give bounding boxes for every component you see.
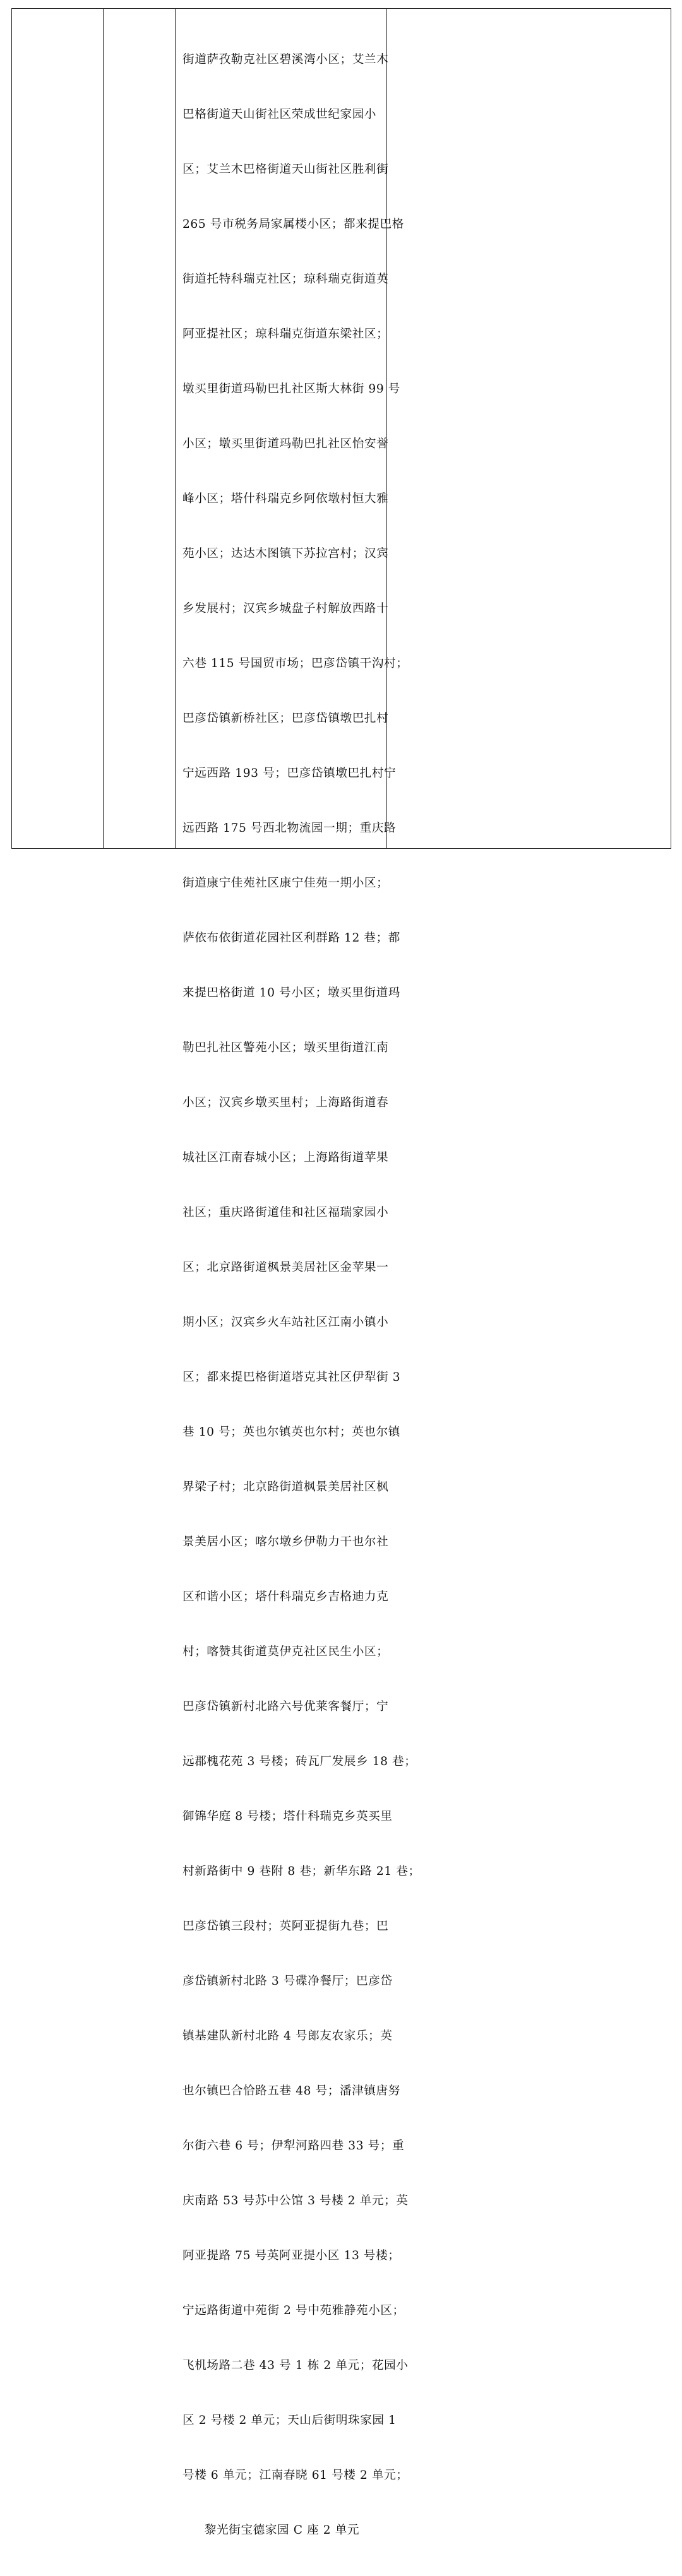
address-line: 巴彦岱镇新桥社区；巴彦岱镇墩巴扎村 <box>182 712 389 725</box>
address-line: 巷 10 号；英也尔镇英也尔村；英也尔镇 <box>182 1426 400 1439</box>
address-line: 区 2 号楼 2 单元；天山后街明珠家园 1 <box>182 2414 397 2427</box>
address-line: 期小区；汉宾乡火车站社区江南小镇小 <box>182 1316 389 1329</box>
address-line: 勒巴扎社区警苑小区；墩买里街道江南 <box>182 1041 389 1055</box>
address-line: 巴彦岱镇三段村；英阿亚提街九巷；巴 <box>182 1920 389 1933</box>
table-cell-address-list <box>176 9 421 2537</box>
address-line: 彦岱镇新村北路 3 号碟净餐厅；巴彦岱 <box>182 1975 393 1988</box>
address-line-last: 黎光街宝德家园 C 座 2 单元 <box>204 2524 360 2537</box>
address-line: 区和谐小区；塔什科瑞克乡吉格迪力克 <box>182 1590 389 1604</box>
address-line: 区；北京路街道枫景美居社区金苹果一 <box>182 1261 389 1274</box>
address-line: 宁远路街道中苑街 2 号中苑雅静苑小区； <box>182 2304 405 2317</box>
address-line: 小区；汉宾乡墩买里村；上海路街道春 <box>182 1096 389 1109</box>
table-cell-column-2 <box>104 9 176 848</box>
address-line: 界梁子村；北京路街道枫景美居社区枫 <box>182 1480 389 1494</box>
address-line: 265 号市税务局家属楼小区；都来提巴格 <box>182 218 404 231</box>
address-line: 宁远西路 193 号；巴彦岱镇墩巴扎村宁 <box>182 767 397 780</box>
table-cell-column-4 <box>387 9 671 848</box>
address-line: 街道康宁佳苑社区康宁佳苑一期小区； <box>182 877 389 890</box>
address-line: 庆南路 53 号苏中公馆 3 号楼 2 单元；英 <box>182 2194 409 2207</box>
address-line: 来提巴格街道 10 号小区；墩买里街道玛 <box>182 986 400 1000</box>
address-line: 苑小区；达达木图镇下苏拉宫村；汉宾 <box>182 547 389 560</box>
address-line: 景美居小区；喀尔墩乡伊勒力干也尔社 <box>182 1535 389 1549</box>
address-line: 巴格街道天山街社区荣成世纪家园小 <box>182 108 377 121</box>
address-line: 乡发展村；汉宾乡城盘子村解放西路十 <box>182 602 389 615</box>
address-line: 萨依布依街道花园社区利群路 12 巷；都 <box>182 931 400 945</box>
address-line: 区；都来提巴格街道塔克其社区伊犁街 3 <box>182 1371 401 1384</box>
address-line: 尔街六巷 6 号；伊犁河路四巷 33 号；重 <box>182 2139 405 2153</box>
address-line: 阿亚提路 75 号英阿亚提小区 13 号楼； <box>182 2249 400 2262</box>
address-line: 六巷 115 号国贸市场；巴彦岱镇干沟村； <box>182 657 409 670</box>
address-line: 也尔镇巴合恰路五巷 48 号；潘津镇唐努 <box>182 2084 400 2098</box>
address-table <box>11 8 671 2537</box>
table-cell-column-1 <box>12 9 104 848</box>
address-list-text <box>176 9 421 2576</box>
address-line: 墩买里街道玛勒巴扎社区斯大林街 99 号 <box>182 382 400 396</box>
address-line: 镇基建队新村北路 4 号郎友农家乐；英 <box>182 2029 393 2043</box>
address-line: 飞机场路二巷 43 号 1 栋 2 单元；花园小 <box>182 2359 409 2372</box>
address-line: 村；喀赞其街道莫伊克社区民生小区； <box>182 1645 389 1658</box>
address-line: 村新路街中 9 巷附 8 巷；新华东路 21 巷； <box>182 1865 421 1878</box>
address-line: 御锦华庭 8 号楼；塔什科瑞克乡英买里 <box>182 1810 393 1823</box>
address-line: 号楼 6 单元；江南春晓 61 号楼 2 单元； <box>182 2469 409 2482</box>
address-line: 区；艾兰木巴格街道天山街社区胜利街 <box>182 163 389 176</box>
address-line: 阿亚提社区；琼科瑞克街道东梁社区； <box>182 328 389 341</box>
address-line: 街道托特科瑞克社区；琼科瑞克街道英 <box>182 273 389 286</box>
address-line: 峰小区；塔什科瑞克乡阿依墩村恒大雅 <box>182 492 389 505</box>
address-line: 远郡槐花苑 3 号楼；砖瓦厂发展乡 18 巷； <box>182 1755 417 1768</box>
address-line: 社区；重庆路街道佳和社区福瑞家园小 <box>182 1206 389 1219</box>
address-line: 街道萨孜勒克社区碧溪湾小区；艾兰木 <box>182 53 389 66</box>
address-line: 城社区江南春城小区；上海路街道苹果 <box>182 1151 389 1164</box>
address-line: 巴彦岱镇新村北路六号优莱客餐厅；宁 <box>182 1700 389 1713</box>
address-line: 远西路 175 号西北物流园一期；重庆路 <box>182 822 397 835</box>
address-line: 小区；墩买里街道玛勒巴扎社区怡安誉 <box>182 437 389 451</box>
